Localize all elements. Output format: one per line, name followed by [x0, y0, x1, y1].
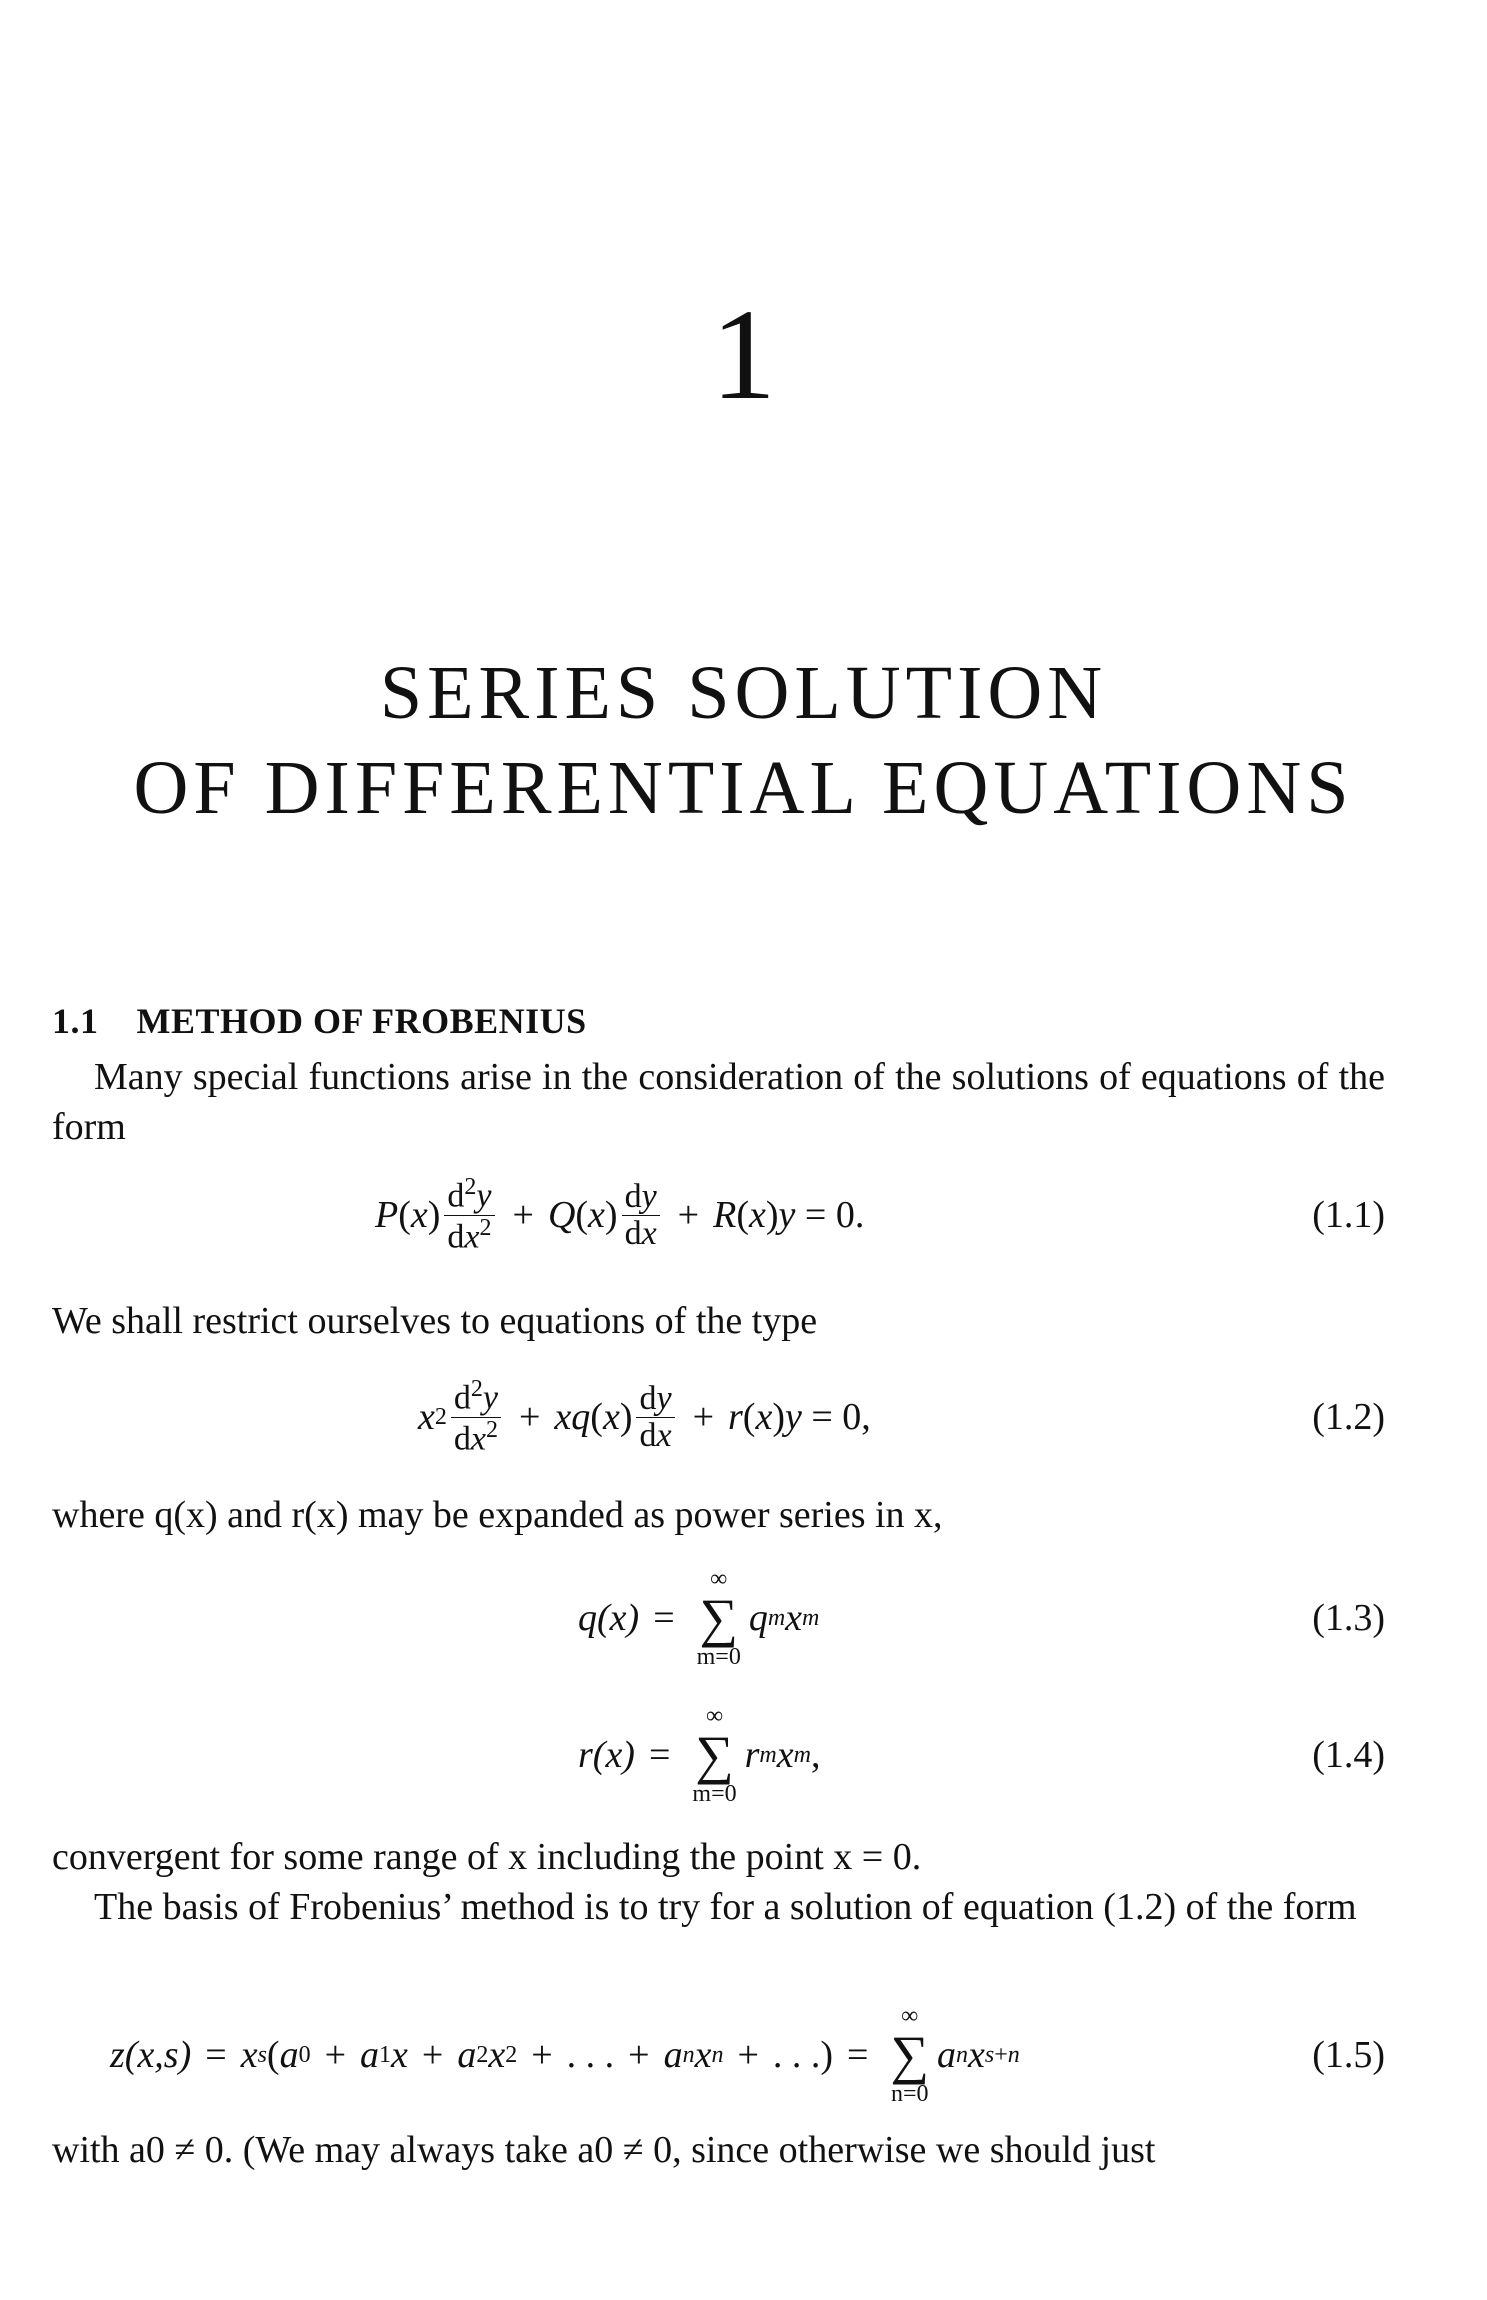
- equation-1-3-sum: ∞ ∑ m=0: [696, 1566, 741, 1670]
- equation-1-5: [0, 1995, 1487, 2115]
- equation-1-3-lhs: q(x): [578, 1597, 640, 1639]
- equation-1-5-number: (1.5): [1312, 2034, 1385, 2076]
- equation-1-2-tail: = 0,: [811, 1396, 871, 1438]
- paragraph-6: with a0 ≠ 0. (We may always take a0 ≠ 0, since otherwise we should just: [52, 2129, 1156, 2171]
- equation-1-4-sum-lower: m=0: [692, 1781, 737, 1807]
- chapter-title-line-2: OF DIFFERENTIAL EQUATIONS: [133, 746, 1354, 830]
- section-number: 1.1: [52, 1001, 99, 1041]
- equation-1-4-sum-upper: ∞: [705, 1703, 724, 1729]
- equation-1-4: [0, 1695, 1487, 1815]
- equation-1-2-number: (1.2): [1312, 1396, 1385, 1438]
- section-heading: [52, 1000, 587, 1042]
- equation-1-3-sum-upper: ∞: [710, 1566, 728, 1592]
- equation-1-5-lhs: z(x,s): [110, 2034, 192, 2076]
- paragraph-4: convergent for some range of x including the point x = 0.: [52, 1836, 922, 1878]
- equation-1-5-body: z(x,s) = x s ( a 0 + a 1 x + a 2 x 2 + . . . + a n x n + . . .) = ∞ ∑ n=0 a n x s+n: [110, 2003, 1020, 2107]
- paragraph-5: The basis of Frobenius’ method is to try for a solution of equation (1.2) of the form: [94, 1886, 1357, 1928]
- equation-1-2: [0, 1372, 1487, 1462]
- equation-1-4-lhs: r(x): [578, 1734, 635, 1776]
- section-title: METHOD OF FROBENIUS: [136, 1001, 587, 1041]
- equation-1-4-body: r(x) = ∞ ∑ m=0 r m x m ,: [578, 1703, 821, 1807]
- equation-1-3-body: q(x) = ∞ ∑ m=0 q m x m: [578, 1566, 820, 1670]
- equation-1-5-sum: ∞ ∑ n=0: [890, 2003, 929, 2107]
- equation-1-4-sum: ∞ ∑ m=0: [692, 1703, 737, 1807]
- equation-1-1-tail: = 0.: [804, 1194, 865, 1236]
- equation-1-3: [0, 1558, 1487, 1678]
- paragraph-2: We shall restrict ourselves to equations of the type: [52, 1300, 818, 1342]
- paragraph-3: where q(x) and r(x) may be expanded as power series in x,: [52, 1494, 943, 1536]
- equation-1-3-sum-lower: m=0: [696, 1644, 741, 1670]
- equation-1-4-number: (1.4): [1312, 1734, 1385, 1776]
- equation-1-3-number: (1.3): [1312, 1597, 1385, 1639]
- equation-1-5-sum-upper: ∞: [901, 2003, 919, 2029]
- equation-1-2-body: x 2 $\frac{d^2y}{dx^2}$ + xq ( x ) $\frac{dy}{dx}$ + r ( x ) y = 0,: [418, 1376, 871, 1457]
- equation-1-1-number: (1.1): [1312, 1194, 1385, 1236]
- chapter-number: 1: [711, 283, 776, 427]
- equation-1-1: [0, 1170, 1487, 1260]
- equation-1-5-sum-lower: n=0: [890, 2081, 929, 2107]
- paragraph-1: Many special functions arise in the consideration of the solutions of equations of the form: [52, 1056, 1385, 1148]
- chapter-title-line-1: SERIES SOLUTION: [379, 651, 1108, 735]
- equation-1-1-body: P ( x ) $\frac{d^2y}{dx^2}$ + Q ( x ) $\frac{dy}{dx}$ + R ( x ) y = 0.: [375, 1174, 865, 1255]
